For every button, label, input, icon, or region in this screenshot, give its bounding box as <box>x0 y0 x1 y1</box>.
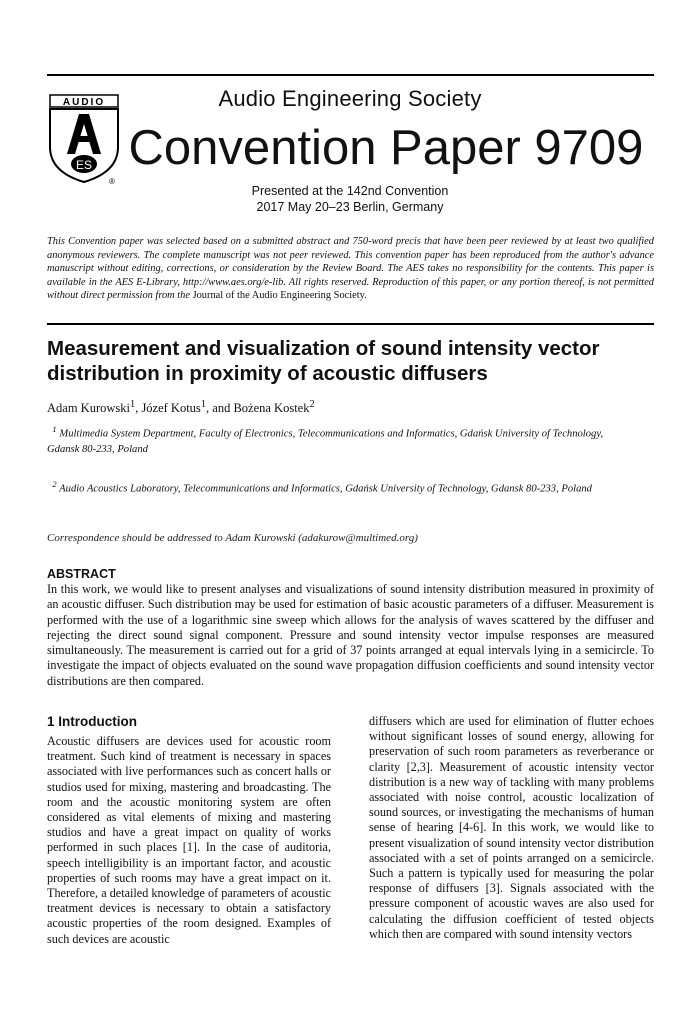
introduction-left-text: Acoustic diffusers are devices used for acoustic room treatment. Such kind of treatment is necessary in spaces associated with live performances such as concert halls or studios used for mixing, mastering and broadcasting. The room and the acoustic monitoring system are often considered as vital elements of mixing and mastering studios and have a great impact on quality of works performed in such places [1]. In the case of auditoria, speech intelligibility is an important factor, and acoustic properties of such rooms may have a great impact on it. Therefore, a detailed knowledge of parameters of acoustic treatment devices is necessary to obtain a satisfactory acoustic properties of the room designed. Examples of such devices are acoustic <box>47 734 331 946</box>
author-1-affiliation: 1 <box>129 399 136 410</box>
introduction-heading: 1 Introduction <box>47 714 137 729</box>
author-separator: , <box>135 401 142 416</box>
abstract-body: In this work, we would like to present analyses and visualizations of sound intensity distribution measured in proximity of an acoustic diffuser. Such distribution may be used for estimation of basic acoustic parameters of a diffuser. Measurement is performed with the use of a logarithmic sine sweep which allows for the analysis of waves scattered by the diffuser and rejecting the direct sound signal component. Pressure and sound intensity vector impulse responses are measured simultaneously. The measurement is carried out for a grid of 37 points arranged at equal intervals lying in a semicircle. To investigate the impact of objects evaluated on the sound wave propagation diffusion coefficients and sound intensity vector distributions are then compared. <box>47 582 654 688</box>
affiliation-1-text: Multimedia System Department, Faculty of Electronics, Telecommunications and Informatics, Gdańsk University of Technology, Gdansk 80-233, Poland <box>47 428 604 455</box>
logo-audio-text: AUDIO <box>62 97 106 108</box>
logo-registered-mark: ® <box>109 177 115 186</box>
disclaimer <box>47 235 654 303</box>
left-column <box>47 714 331 947</box>
section-rule <box>47 323 654 325</box>
introduction-right-text: diffusers which are used for elimination of flutter echoes without significant losses of sound energy, allowing for preservation of such room parameters as reverberance or clarity [2,3]. Measurement of acoustic intensity vector distribution is a new way of tackling with many problems associated with noise control, acoustic localization of sound sources, or investigating the mechanisms of human sense of hearing [4-6]. In this work, we would like to present visualization of sound intensity vector distribution associated with a set of points arranged on a semicircle. Such a pattern is typically used for measuring the polar response of diffusers [3]. Signals associated with the pressure component of acoustic waves are also used for calculating the diffusion coefficient of tested objects which then are compared with sound intensity vectors <box>369 714 654 941</box>
author-1: Adam Kurowski <box>47 401 130 416</box>
paper-title: Measurement and visualization of sound intensity vector distribution in proximity of acoustic diffusers <box>47 337 600 385</box>
top-rule <box>47 74 654 76</box>
author-separator: , and <box>206 401 234 416</box>
aes-logo <box>47 92 127 186</box>
affiliation-2-number: 2 <box>52 479 57 489</box>
correspondence: Correspondence should be addressed to Adam Kurowski (adakurow@multimed.org) <box>47 532 418 544</box>
author-list <box>47 399 654 416</box>
presented-info <box>190 183 510 215</box>
presented-line-1: Presented at the 142nd Convention <box>251 184 449 198</box>
affiliation-2 <box>47 477 607 497</box>
abstract-heading: ABSTRACT <box>47 567 116 581</box>
convention-paper-title: Convention Paper 9709 <box>128 121 644 175</box>
affiliation-1 <box>47 422 607 457</box>
affiliation-1-number: 1 <box>52 424 57 434</box>
presented-line-2: 2017 May 20–23 Berlin, Germany <box>256 200 444 214</box>
author-2-affiliation: 1 <box>200 399 207 410</box>
affiliation-2-text: Audio Acoustics Laboratory, Telecommunications and Informatics, Gdańsk University of Technology, Gdansk 80-233, Poland <box>56 483 592 495</box>
journal-name: Journal of the Audio Engineering Society. <box>192 290 367 302</box>
author-3-affiliation: 2 <box>309 399 315 410</box>
society-name: Audio Engineering Society <box>218 86 482 111</box>
disclaimer-text: This Convention paper was selected based on a submitted abstract and 750-word precis that have been peer reviewed by at least two qualified anonymous reviewers. The complete manuscript was not peer reviewed. This convention paper has been reproduced from the author's advance manuscript without editing, corrections, or consideration by the Review Board. The AES takes no responsibility for the contents. This paper is available in the AES E-Library, http://www.aes.org/e-lib. All rights reserved. Reproduction of this paper, or any portion thereof, is not permitted without direct permission from the <box>47 236 654 302</box>
author-3: Bożena Kostek <box>233 401 310 416</box>
author-2: Józef Kotus <box>141 401 201 416</box>
logo-es-text: ES <box>75 158 93 172</box>
